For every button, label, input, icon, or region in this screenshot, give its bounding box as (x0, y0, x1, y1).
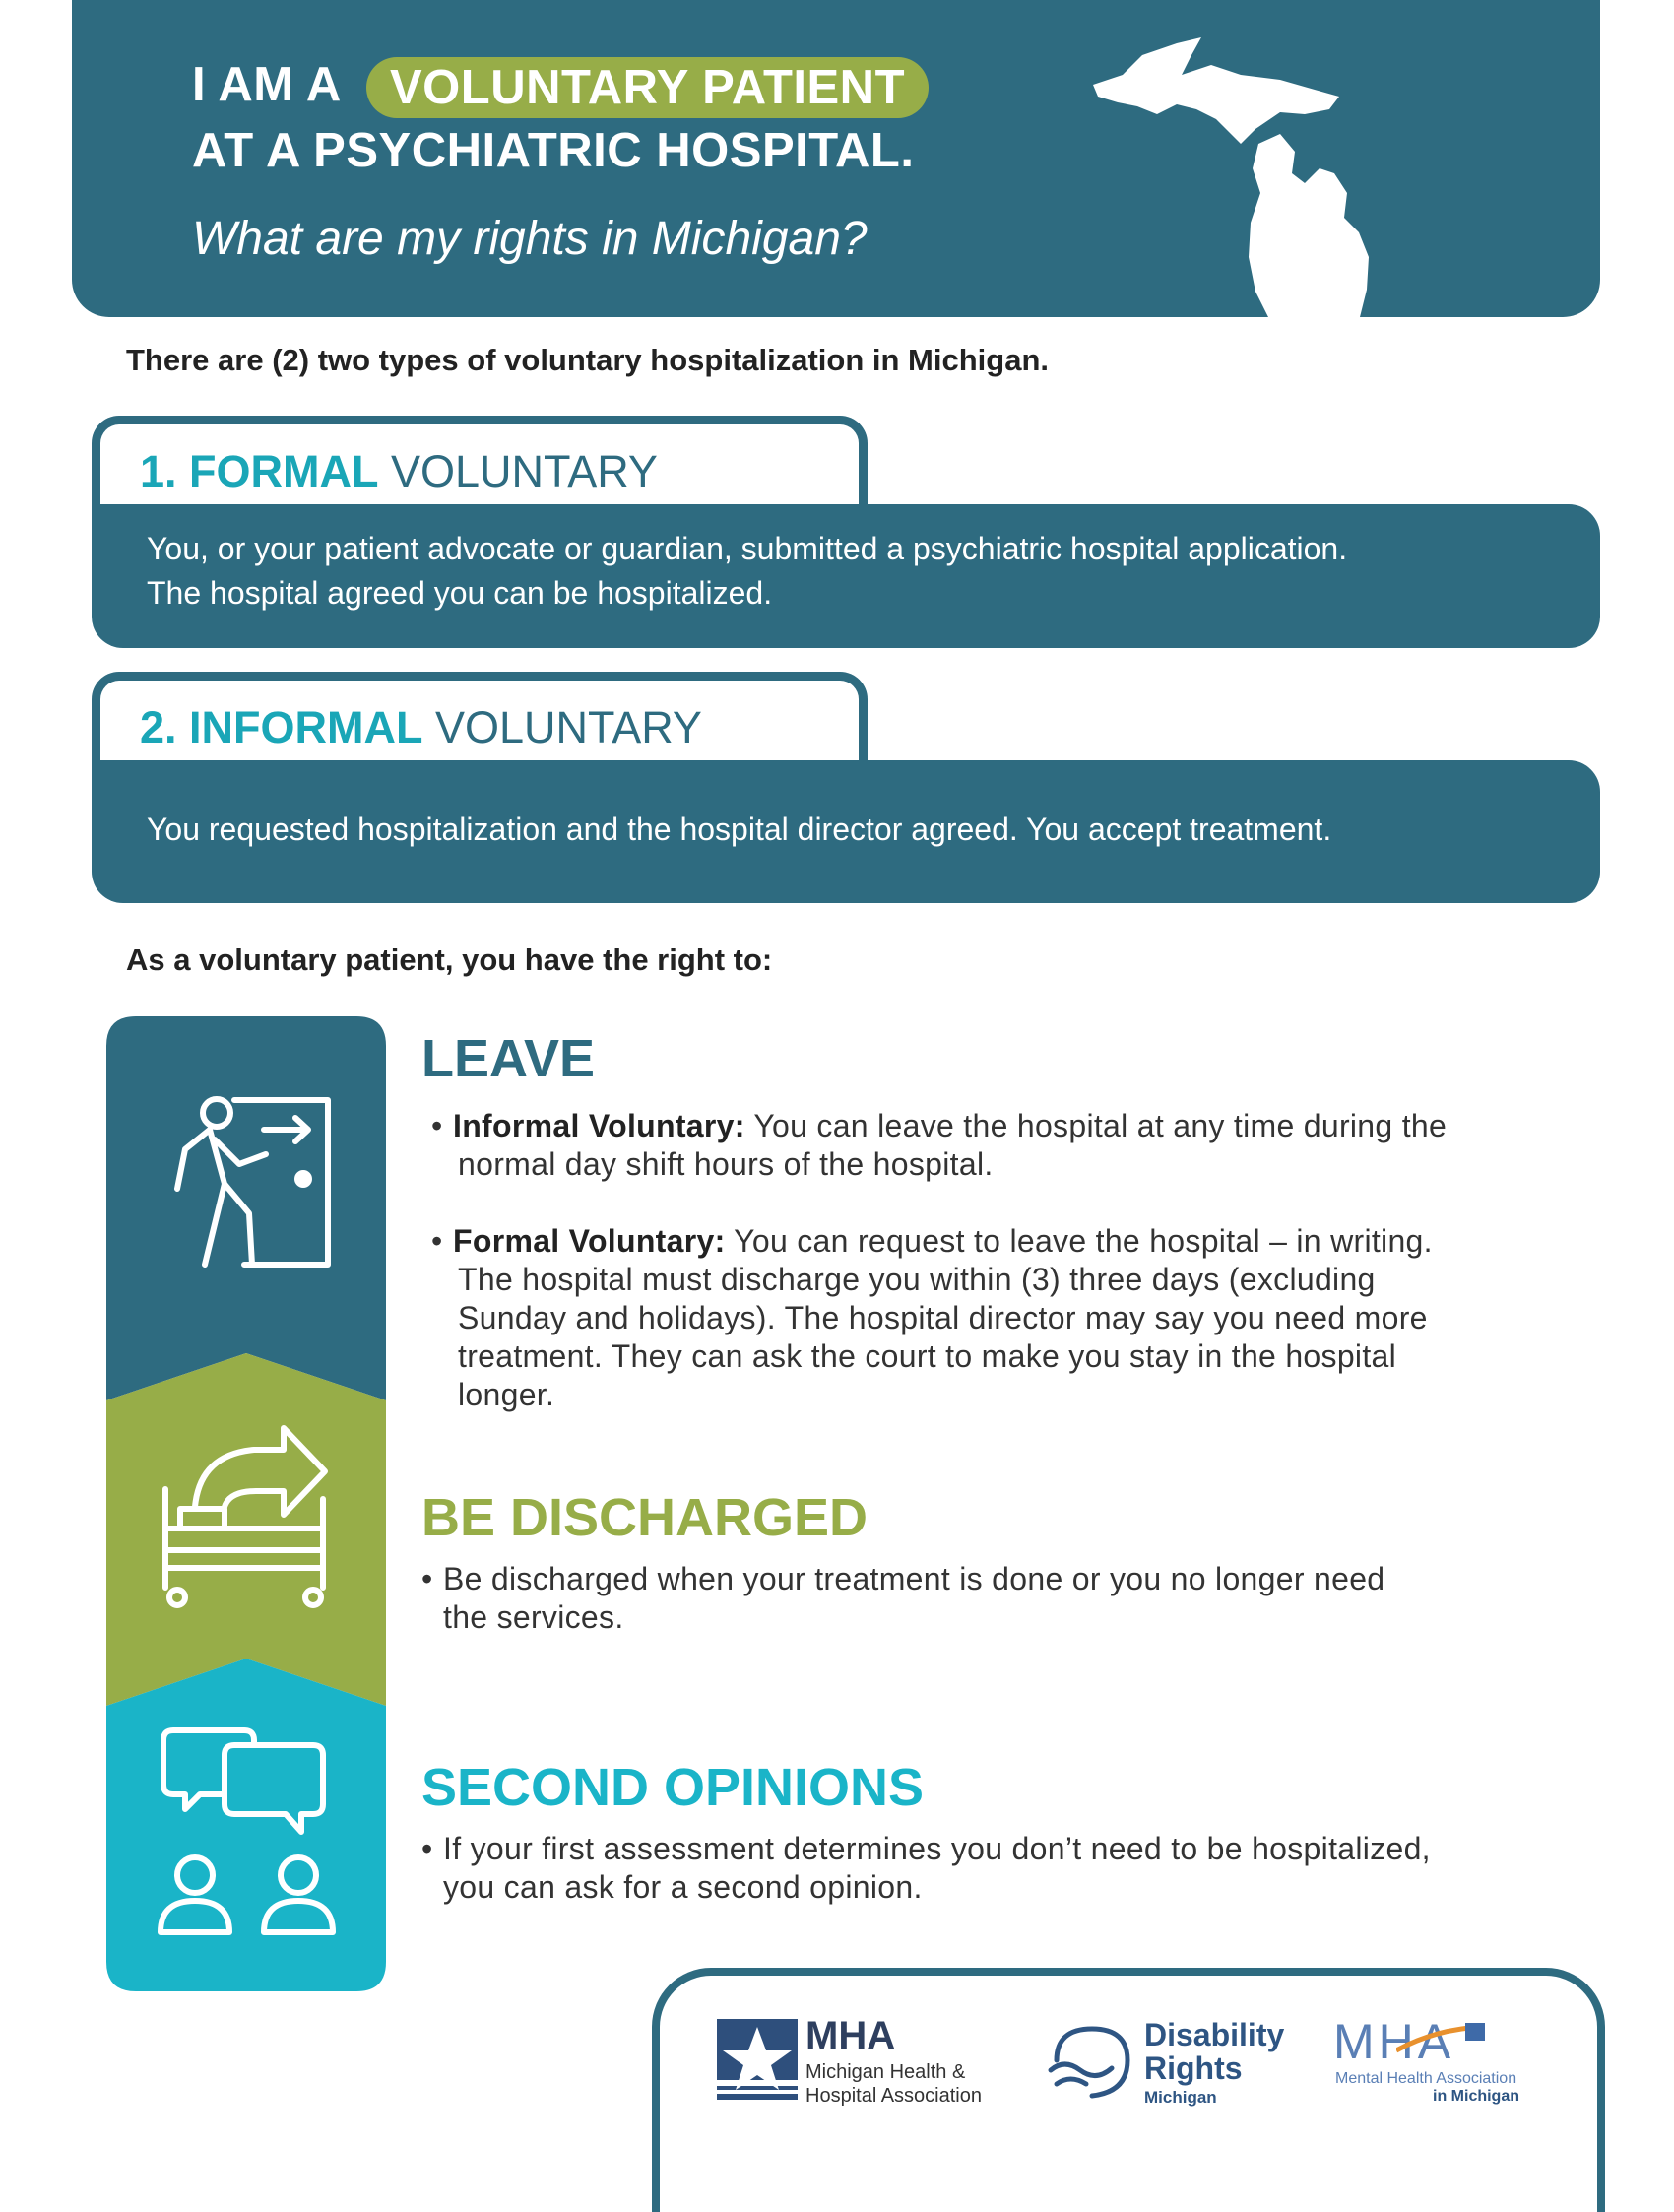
rights-intro: As a voluntary patient, you have the right to: (126, 943, 773, 977)
disability-rights-logo-icon (1047, 2021, 1137, 2104)
leave-informal-label: Informal Voluntary: (453, 1108, 745, 1143)
leave-informal-line1: You can leave the hospital at any time during the (753, 1108, 1448, 1143)
leave-formal-line2: The hospital must discharge you within (3) three days (excluding (458, 1262, 1376, 1297)
bullet-dot: • (431, 1223, 443, 1259)
header-subtitle: What are my rights in Michigan? (192, 213, 868, 265)
header-line1-prefix: I AM A (192, 58, 342, 111)
header-highlight-pill: VOLUNTARY PATIENT (366, 57, 929, 118)
opinions-title: SECOND OPINIONS (421, 1758, 925, 1817)
leave-formal-line4: treatment. They can ask the court to make you stay in the hospital (458, 1338, 1397, 1374)
type-1-text-line1: You, or your patient advocate or guardian, submitted a psychiatric hospital application. (147, 531, 1348, 566)
mha-line1: Michigan Health & (805, 2061, 966, 2083)
type-1-rest: VOLUNTARY (391, 446, 658, 496)
type-2-number: 2. INFORMAL (140, 702, 423, 752)
leave-formal-line5: longer. (458, 1377, 555, 1412)
type-1-text-line2: The hospital agreed you can be hospitalized. (147, 575, 773, 611)
leave-bullet-formal (431, 1222, 1433, 1414)
type-2-rest: VOLUNTARY (435, 702, 702, 752)
discharge-title: BE DISCHARGED (421, 1488, 869, 1547)
drm-line2: Rights (1144, 2050, 1243, 2086)
type-2-title (140, 702, 702, 753)
drm-line3: Michigan (1144, 2088, 1217, 2107)
mham-line1: Mental Health Association (1335, 2070, 1517, 2087)
bullet-dot: • (421, 1831, 433, 1866)
bullet-dot: • (421, 1561, 433, 1596)
opinions-line2: you can ask for a second opinion. (443, 1869, 923, 1905)
type-1-title (140, 446, 658, 497)
michigan-map-icon (1083, 35, 1418, 321)
mha-abbr: MHA (805, 2014, 896, 2057)
opinions-line1: If your first assessment determines you don’t need to be hospitalized, (443, 1831, 1431, 1866)
mham-line2: in Michigan (1433, 2088, 1519, 2105)
leave-formal-label: Formal Voluntary: (453, 1223, 726, 1259)
leave-formal-line3: Sunday and holidays). The hospital director may say you need more (458, 1300, 1428, 1335)
type-2-text-line1: You requested hospitalization and the hospital director agreed. You accept treatment. (147, 812, 1332, 847)
mham-abbr: MHA (1333, 2014, 1455, 2069)
opinions-band (106, 1659, 386, 1991)
leave-title: LEAVE (421, 1029, 596, 1088)
mham-swoosh-icon (1396, 2023, 1485, 2056)
opinions-bullet (421, 1830, 1431, 1907)
mha-star-logo-icon (717, 2019, 798, 2100)
type-2-panel (92, 760, 1600, 903)
intro-text: There are (2) two types of voluntary hospitalization in Michigan. (126, 343, 1050, 377)
discharge-bullet (421, 1560, 1384, 1637)
rights-icon-column (106, 1016, 386, 1991)
leave-informal-line2: normal day shift hours of the hospital. (458, 1146, 994, 1182)
type-1-number: 1. FORMAL (140, 446, 379, 496)
drm-line1: Disability (1144, 2017, 1285, 2052)
leave-formal-line1: You can request to leave the hospital – in writing. (734, 1223, 1433, 1259)
mha-line2: Hospital Association (805, 2085, 982, 2107)
discharge-line2: the services. (443, 1599, 624, 1635)
leave-bullet-informal (431, 1107, 1447, 1184)
bullet-dot: • (431, 1108, 443, 1143)
header-line2: AT A PSYCHIATRIC HOSPITAL. (192, 124, 915, 177)
type-1-panel (92, 504, 1600, 648)
discharge-line1: Be discharged when your treatment is done or you no longer need (443, 1561, 1385, 1596)
